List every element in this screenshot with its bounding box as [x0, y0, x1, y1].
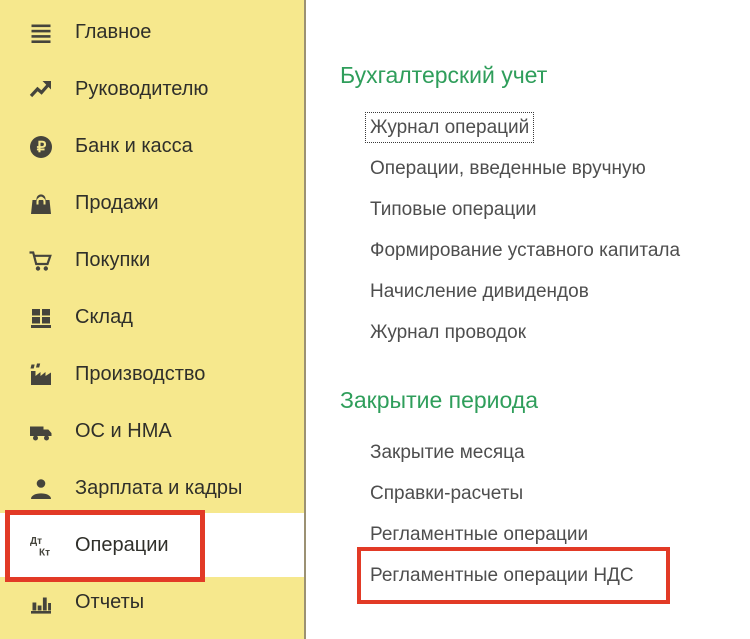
- sidebar-item-operations[interactable]: [0, 517, 304, 574]
- sidebar-item-label: Отчеты: [75, 591, 145, 613]
- sidebar-item-label: Руководителю: [75, 78, 209, 100]
- svg-text:Кт: Кт: [38, 547, 50, 558]
- debit-credit-icon: [27, 532, 54, 559]
- factory-icon: [27, 361, 54, 388]
- link-journal-operations[interactable]: [370, 117, 750, 139]
- sidebar-item-label: Производство: [75, 363, 206, 385]
- menu-icon: [27, 19, 54, 46]
- sidebar-item-main[interactable]: [0, 4, 304, 61]
- sidebar-item-label: Покупки: [75, 249, 151, 271]
- content-panel: [306, 0, 750, 639]
- link-month-closing[interactable]: Закрытие месяца: [370, 442, 525, 463]
- section-title-period-closing: Закрытие периода: [340, 387, 539, 413]
- sidebar: [0, 0, 306, 639]
- sidebar-item-sales[interactable]: [0, 175, 304, 232]
- link-manual-operations[interactable]: Операции, введенные вручную: [370, 158, 646, 179]
- sidebar-item-production[interactable]: [0, 346, 304, 403]
- sidebar-item-label: Продажи: [75, 192, 159, 214]
- sidebar-item-warehouse[interactable]: [0, 289, 304, 346]
- link-journal-postings[interactable]: Журнал проводок: [370, 322, 527, 343]
- link-standard-operations[interactable]: Типовые операции: [370, 199, 537, 220]
- shopping-cart-icon: [27, 247, 54, 274]
- ruble-coin-icon: [27, 133, 54, 160]
- bar-chart-icon: [27, 589, 54, 616]
- sidebar-item-fixed-assets[interactable]: [0, 403, 304, 460]
- sidebar-item-manager[interactable]: [0, 61, 304, 118]
- sidebar-item-label: Банк и касса: [75, 135, 193, 157]
- sidebar-item-label: Главное: [75, 21, 152, 43]
- svg-text:Дт: Дт: [29, 535, 42, 547]
- sidebar-item-salary-hr[interactable]: [0, 460, 304, 517]
- svg-text:₽: ₽: [36, 138, 46, 156]
- shopping-bag-icon: [27, 190, 54, 217]
- person-icon: [27, 475, 54, 502]
- sidebar-item-bank-cash[interactable]: [0, 118, 304, 175]
- period-closing-links: [340, 442, 750, 587]
- link-references-calculations[interactable]: Справки-расчеты: [370, 483, 524, 504]
- trend-up-icon: [27, 76, 54, 103]
- accounting-links: [340, 117, 750, 344]
- pallet-boxes-icon: [27, 304, 54, 331]
- link-capital-formation[interactable]: Формирование уставного капитала: [370, 240, 681, 261]
- sidebar-item-reports[interactable]: [0, 574, 304, 631]
- sidebar-item-label: ОС и НМА: [75, 420, 172, 442]
- link-routine-operations[interactable]: Регламентные операции: [370, 524, 589, 545]
- link-dividends-accrual[interactable]: Начисление дивидендов: [370, 281, 589, 302]
- truck-icon: [27, 418, 54, 445]
- sidebar-item-label: Операции: [75, 534, 169, 556]
- sidebar-item-label: Зарплата и кадры: [75, 477, 243, 499]
- sidebar-item-purchases[interactable]: [0, 232, 304, 289]
- section-title-accounting: Бухгалтерский учет: [340, 62, 548, 88]
- focused-link-text: Журнал операций: [370, 117, 530, 138]
- sidebar-item-label: Склад: [75, 306, 133, 328]
- link-routine-operations-vat[interactable]: Регламентные операции НДС: [370, 565, 634, 586]
